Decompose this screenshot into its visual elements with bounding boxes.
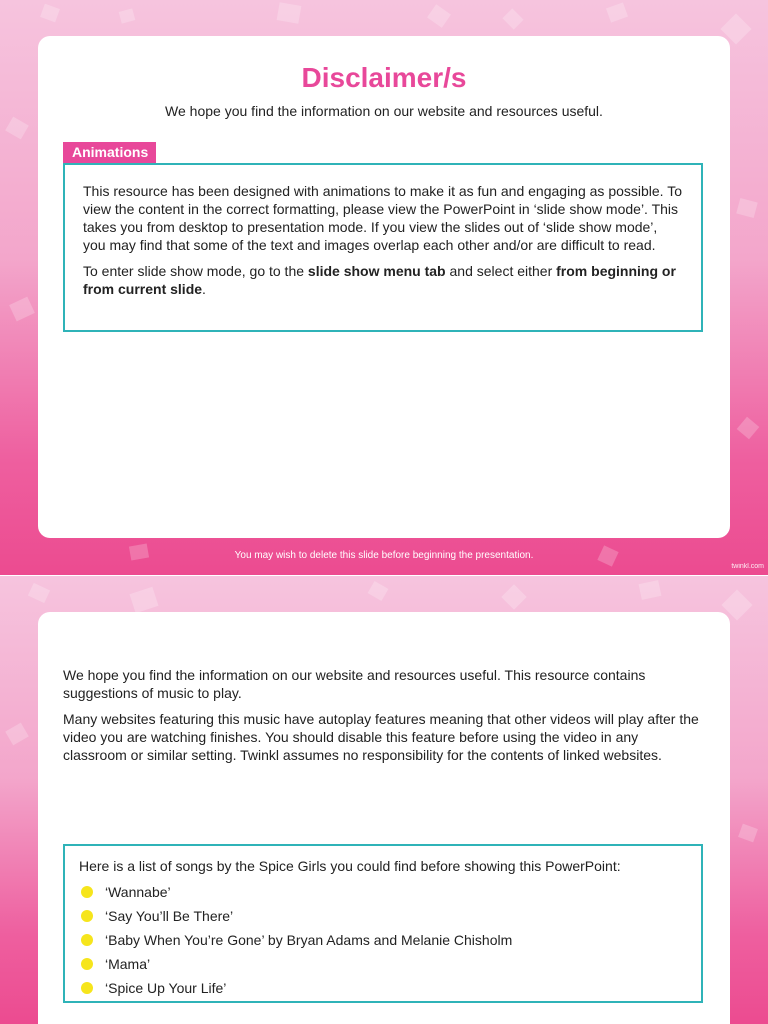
list-item [79,931,687,955]
bullet-icon [81,910,93,922]
confetti-decoration [368,581,389,601]
music-info-card [38,612,730,1024]
disclaimer-card [38,36,730,538]
song-title: ‘Spice Up Your Life’ [105,980,227,996]
confetti-decoration [737,417,760,440]
confetti-decoration [9,297,35,322]
instruction-text: and select either [445,263,557,279]
intro-text: We hope you find the information on our website and resources useful. [165,103,603,119]
confetti-decoration [5,117,29,140]
list-item [79,979,687,1003]
list-item [79,883,687,907]
confetti-decoration [738,824,758,843]
autoplay-warning: Many websites featuring this music have autoplay features meaning that other videos will play after the video you are watching finishes. You should disable this feature before using the video in any classroom or similar setting. Twinkl assumes no responsibility for the contents of linked websites. [63,711,699,763]
confetti-decoration [28,583,50,603]
resource-note: We hope you find the information on our website and resources useful. This resource contains suggestions of music to play. [63,667,646,701]
songs-box [63,844,703,1003]
instruction-text: To enter slide show mode, go to the [83,263,308,279]
instruction-emphasis: from beginning or from current slide [83,263,676,297]
confetti-decoration [129,587,158,613]
song-title: ‘Say You’ll Be There’ [105,908,234,924]
page-title: Disclaimer/s [301,62,467,93]
bullet-icon [81,982,93,994]
bullet-icon [81,886,93,898]
list-item [79,955,687,979]
confetti-decoration [277,2,302,24]
slide-footer-note: You may wish to delete this slide before beginning the presentation. [234,550,534,561]
brand-watermark: twinkl.com [731,563,764,570]
instruction-text: . [202,281,206,297]
confetti-decoration [5,723,29,746]
confetti-decoration [639,580,662,600]
confetti-decoration [427,4,451,27]
slide-show-instructions [83,262,683,298]
animations-info-box [63,163,703,332]
instruction-emphasis: slide show menu tab [307,263,446,279]
bullet-icon [81,958,93,970]
list-item [79,907,687,931]
confetti-decoration [119,8,136,23]
animations-paragraph: This resource has been designed with animations to make it as fun and engaging as possible. To view the content in the correct formatting, please view the PowerPoint in ‘slide show mode’. This takes you from desktop to presentation mode. If you view the slides out of ‘slide show mode’, you may find that some of the text and images overlap each other and/or are difficult to read. [83,183,682,253]
confetti-decoration [501,584,526,609]
songs-list-intro: Here is a list of songs by the Spice Girls you could find before showing this PowerPoint: [79,858,621,874]
song-title: ‘Mama’ [105,956,151,972]
songs-list [79,883,687,1003]
song-title: ‘Baby When You’re Gone’ by Bryan Adams and Melanie Chisholm [105,932,513,948]
confetti-decoration [502,8,523,29]
confetti-decoration [606,2,628,22]
music-disclaimer-slide [0,576,768,1024]
confetti-decoration [736,198,758,218]
music-disclaimer-text [63,666,703,772]
song-title: ‘Wannabe’ [105,884,171,900]
confetti-decoration [40,4,60,23]
animations-tab-label: Animations [63,142,156,163]
bullet-icon [81,934,93,946]
